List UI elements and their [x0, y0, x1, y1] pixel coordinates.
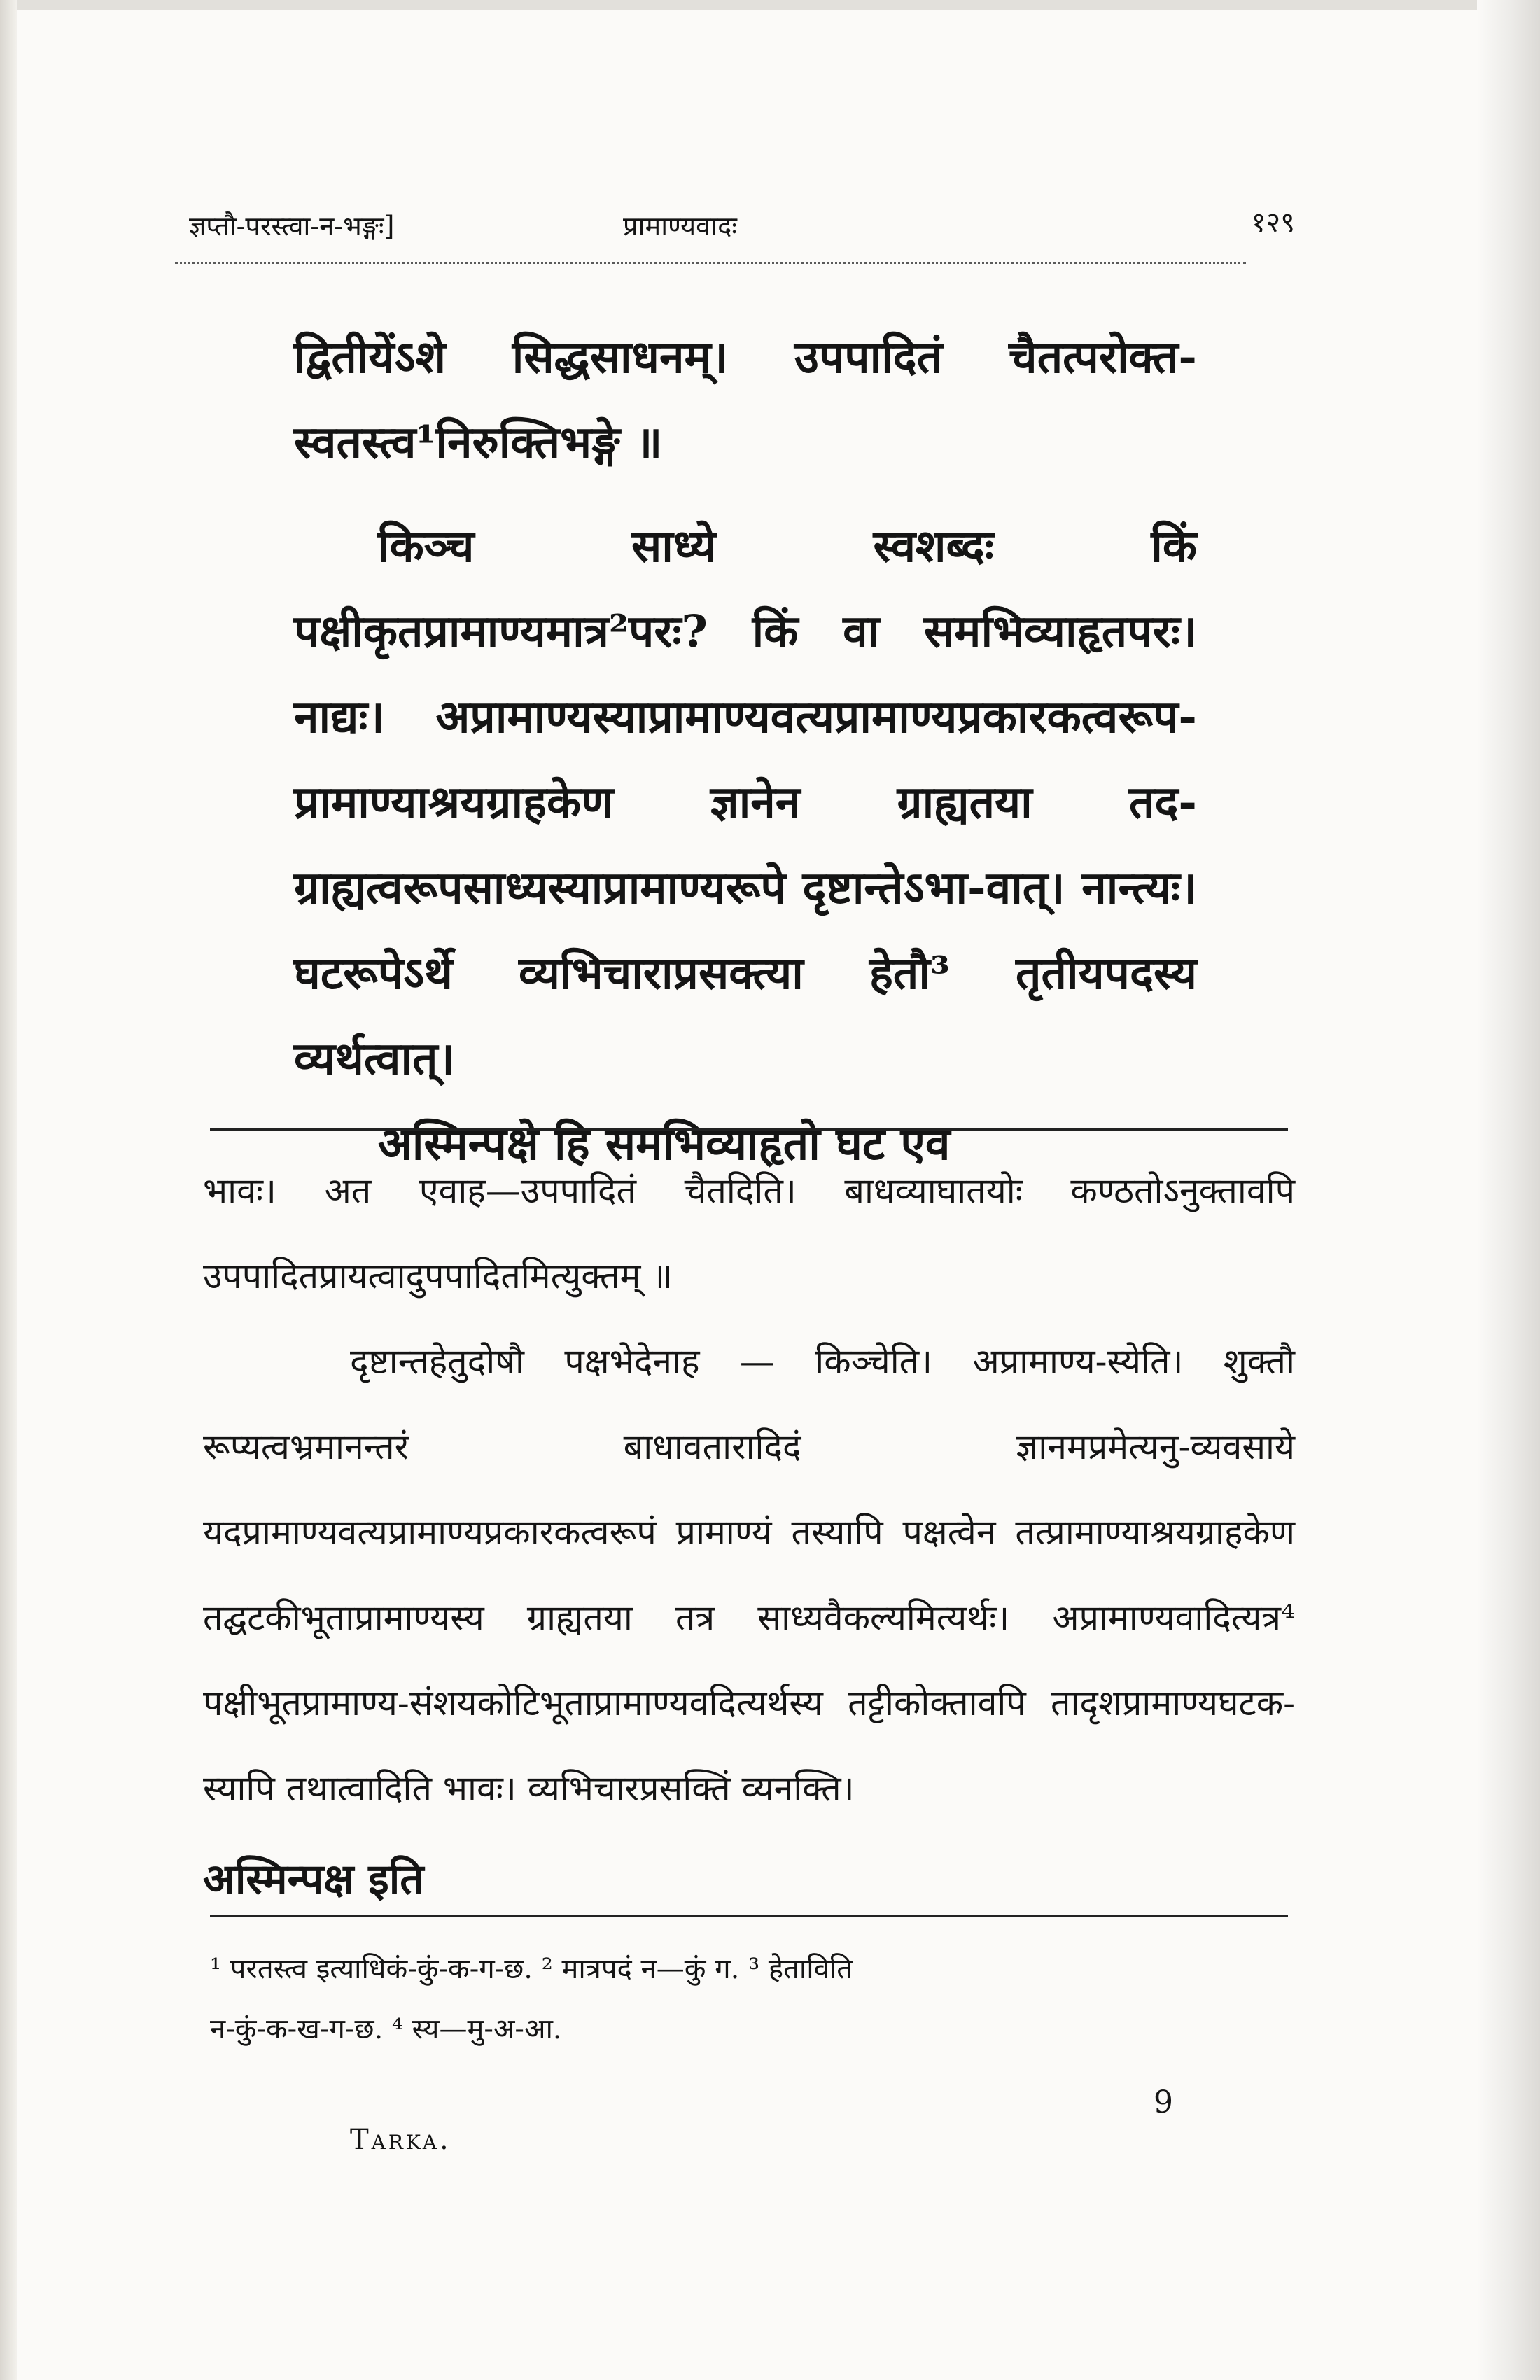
commentary-paragraph-2: दृष्टान्तहेतुदोषौ पक्षभेदेनाह — किञ्चेति। अप्रामाण्य-स्येति। शुक्तौ रूप्यत्वभ्रमानन्तरं बाधावतारादिदं ज्ञानमप्रमेत्यनु-व्यवसाये यदप्रामाण्यवत्यप्रामाण्यप्रकारकत्वरूपं प्रामाण्यं तस्यापि पक्षत्वेन तत्प्रामाण्याश्रयग्राहकेण तद्घटकीभूताप्रामाण्यस्य ग्राह्यतया तत्र साध्यवैकल्यमित्यर्थः। अप्रामाण्यवादित्यत्र⁴ पक्षीभूतप्रामाण्य-संशयकोटिभूताप्रामाण्यवदित्यर्थस्य तट्टीकोक्तावपि तादृशप्रामाण्यघटक-स्यापि तथात्वादिति भावः। व्यभिचारप्रसक्तिं व्यनक्ति।: [203, 1341, 1295, 1809]
main-text-block: [294, 315, 1197, 1187]
main-paragraph-1: द्वितीयेंऽशे सिद्धसाधनम्। उपपादितं चैतत्परोक्त-स्वतस्त्व¹निरुक्तिभङ्गे ॥: [294, 331, 1197, 469]
header-section-title: ज्ञप्तौ-परस्त्वा-न-भङ्गः]: [189, 211, 395, 241]
main-paragraph-2: किञ्च साध्ये स्वशब्दः किं पक्षीकृतप्रामाण्यमात्र²परः? किं वा समभिव्याहृतपरः। नाद्यः। अप्रामाण्यस्याप्रामाण्यवत्यप्रामाण्यप्रकारकत्वरूप-प्रामाण्याश्रयग्राहकेण ज्ञानेन ग्राह्यतया तद-ग्राह्यत्वरूपसाध्यस्याप्रामाण्यरूपे दृष्टान्तेऽभा-वात्। नान्त्यः। घटरूपेऽर्थे व्यभिचाराप्रसक्त्या हेतौ³ तृतीयपदस्य व्यर्थत्वात्।: [294, 520, 1197, 1085]
page-top-edge: [0, 0, 1540, 10]
commentary-heading: अस्मिन्पक्ष इति: [203, 1855, 424, 1904]
page-left-edge: [0, 0, 17, 2380]
footnotes-block: [210, 1939, 1295, 2059]
printer-signature: Tarka.: [350, 2124, 451, 2156]
main-paragraph-3: अस्मिन्पक्षे हि समभिव्याहृतो घट एव: [378, 1118, 951, 1170]
header-chapter-title: प्रामाण्यवादः: [623, 211, 737, 241]
commentary-block: [203, 1148, 1295, 1922]
sheet-folio-number: 9: [1154, 2085, 1173, 2120]
commentary-paragraph-1: भावः। अत एवाह—उपपादितं चैतदिति। बाधव्याघातयोः कण्ठतोऽनुक्तावपि उपपादितप्रायत्वादुपपादितमित्युक्तम् ॥: [203, 1170, 1295, 1296]
page-number: १२९: [1251, 206, 1295, 239]
page-right-edge: [1477, 0, 1540, 2380]
footnote-divider: [210, 1915, 1288, 1917]
footnote-line-2: न-कुं-क-ख-ग-छ. ⁴ स्य—मु-अ-आ.: [210, 2013, 562, 2045]
header-rule: [175, 262, 1246, 264]
footnote-line-1: ¹ परतस्त्व इत्याधिकं-कुं-क-ग-छ. ² मात्रपदं न—कुं ग. ³ हेताविति: [210, 1953, 853, 1985]
running-header: [189, 197, 1295, 246]
commentary-divider: [210, 1128, 1288, 1130]
